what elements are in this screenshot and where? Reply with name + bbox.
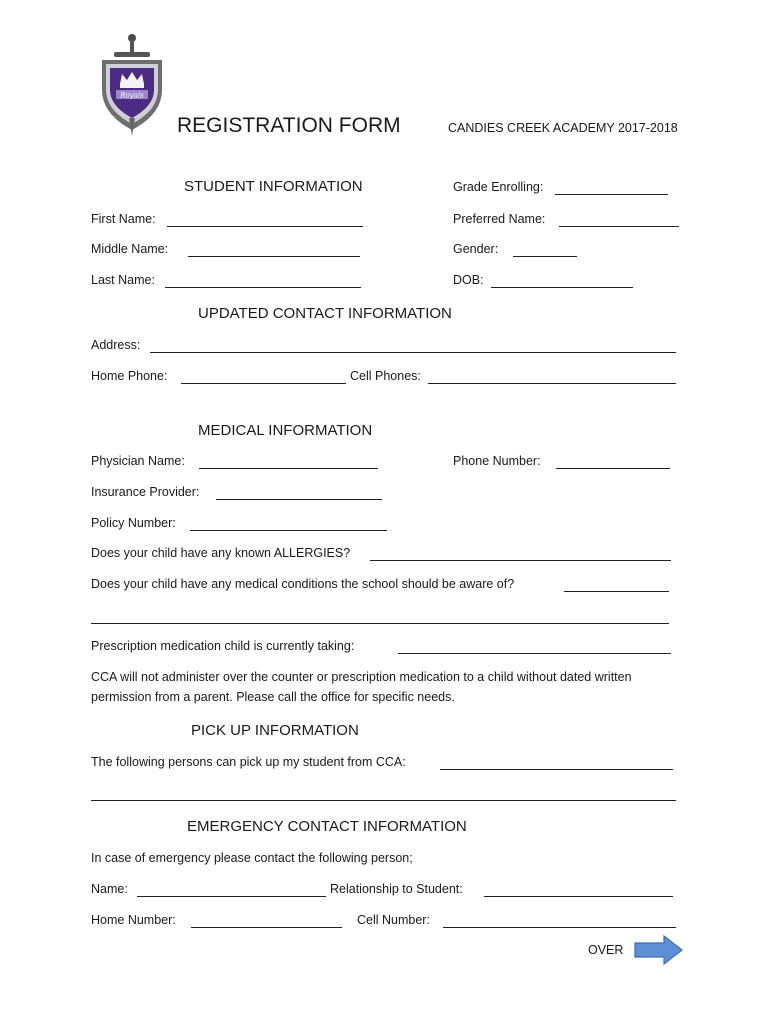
right-arrow-icon[interactable]	[634, 935, 684, 965]
insurance-label: Insurance Provider:	[91, 485, 200, 499]
form-title: REGISTRATION FORM	[177, 114, 401, 137]
conditions-field[interactable]	[564, 591, 669, 592]
emergency-name-field[interactable]	[137, 896, 326, 897]
school-name: CANDIES CREEK ACADEMY 2017-2018	[448, 121, 678, 135]
insurance-field[interactable]	[216, 499, 382, 500]
pickup-heading: PICK UP INFORMATION	[191, 722, 359, 739]
cell-phones-label: Cell Phones:	[350, 369, 421, 383]
last-name-label: Last Name:	[91, 273, 155, 287]
student-heading: STUDENT INFORMATION	[184, 178, 363, 195]
cell-number-field[interactable]	[443, 927, 676, 928]
medical-heading: MEDICAL INFORMATION	[198, 422, 373, 439]
over-label: OVER	[588, 943, 624, 957]
contact-heading: UPDATED CONTACT INFORMATION	[198, 305, 452, 322]
prescription-field[interactable]	[398, 653, 671, 654]
last-name-field[interactable]	[165, 287, 361, 288]
middle-name-label: Middle Name:	[91, 242, 169, 256]
emergency-heading: EMERGENCY CONTACT INFORMATION	[187, 818, 467, 835]
home-phone-label: Home Phone:	[91, 369, 168, 383]
grade-field[interactable]	[555, 194, 668, 195]
gender-field[interactable]	[513, 256, 577, 257]
conditions-field-line-2[interactable]	[91, 623, 669, 624]
relationship-label: Relationship to Student:	[330, 882, 463, 896]
phone-number-field[interactable]	[556, 468, 670, 469]
home-phone-field[interactable]	[181, 383, 346, 384]
first-name-field[interactable]	[167, 226, 363, 227]
preferred-name-field[interactable]	[559, 226, 679, 227]
logo-text: Royals	[120, 91, 144, 100]
pickup-persons-label: The following persons can pick up my student from CCA:	[91, 755, 406, 769]
relationship-field[interactable]	[484, 896, 673, 897]
pickup-persons-field[interactable]	[440, 769, 673, 770]
emergency-name-label: Name:	[91, 882, 128, 896]
policy-field[interactable]	[190, 530, 387, 531]
first-name-label: First Name:	[91, 212, 156, 226]
middle-name-field[interactable]	[188, 256, 360, 257]
conditions-label: Does your child have any medical conditions the school should be aware of?	[91, 577, 515, 591]
phone-number-label: Phone Number:	[453, 454, 541, 468]
address-label: Address:	[91, 338, 141, 352]
emergency-intro: In case of emergency please contact the following person;	[91, 851, 413, 865]
cell-number-label: Cell Number:	[357, 913, 430, 927]
dob-field[interactable]	[491, 287, 633, 288]
dob-label: DOB:	[453, 273, 484, 287]
home-number-field[interactable]	[191, 927, 342, 928]
allergies-label: Does your child have any known ALLERGIES?	[91, 546, 351, 560]
prescription-label: Prescription medication child is currently taking:	[91, 639, 355, 653]
home-number-label: Home Number:	[91, 913, 176, 927]
grade-label: Grade Enrolling:	[453, 180, 544, 194]
cell-phones-field[interactable]	[428, 383, 676, 384]
preferred-name-label: Preferred Name:	[453, 212, 546, 226]
address-field[interactable]	[150, 352, 676, 353]
medication-notice: CCA will not administer over the counter or prescription medication to a child without dated written permission from a parent. Please call the office for specific needs.	[91, 670, 632, 704]
physician-label: Physician Name:	[91, 454, 185, 468]
allergies-field[interactable]	[370, 560, 671, 561]
physician-field[interactable]	[199, 468, 378, 469]
pickup-persons-field-line-2[interactable]	[91, 800, 676, 801]
gender-label: Gender:	[453, 242, 499, 256]
school-logo	[92, 32, 172, 138]
policy-label: Policy Number:	[91, 516, 176, 530]
